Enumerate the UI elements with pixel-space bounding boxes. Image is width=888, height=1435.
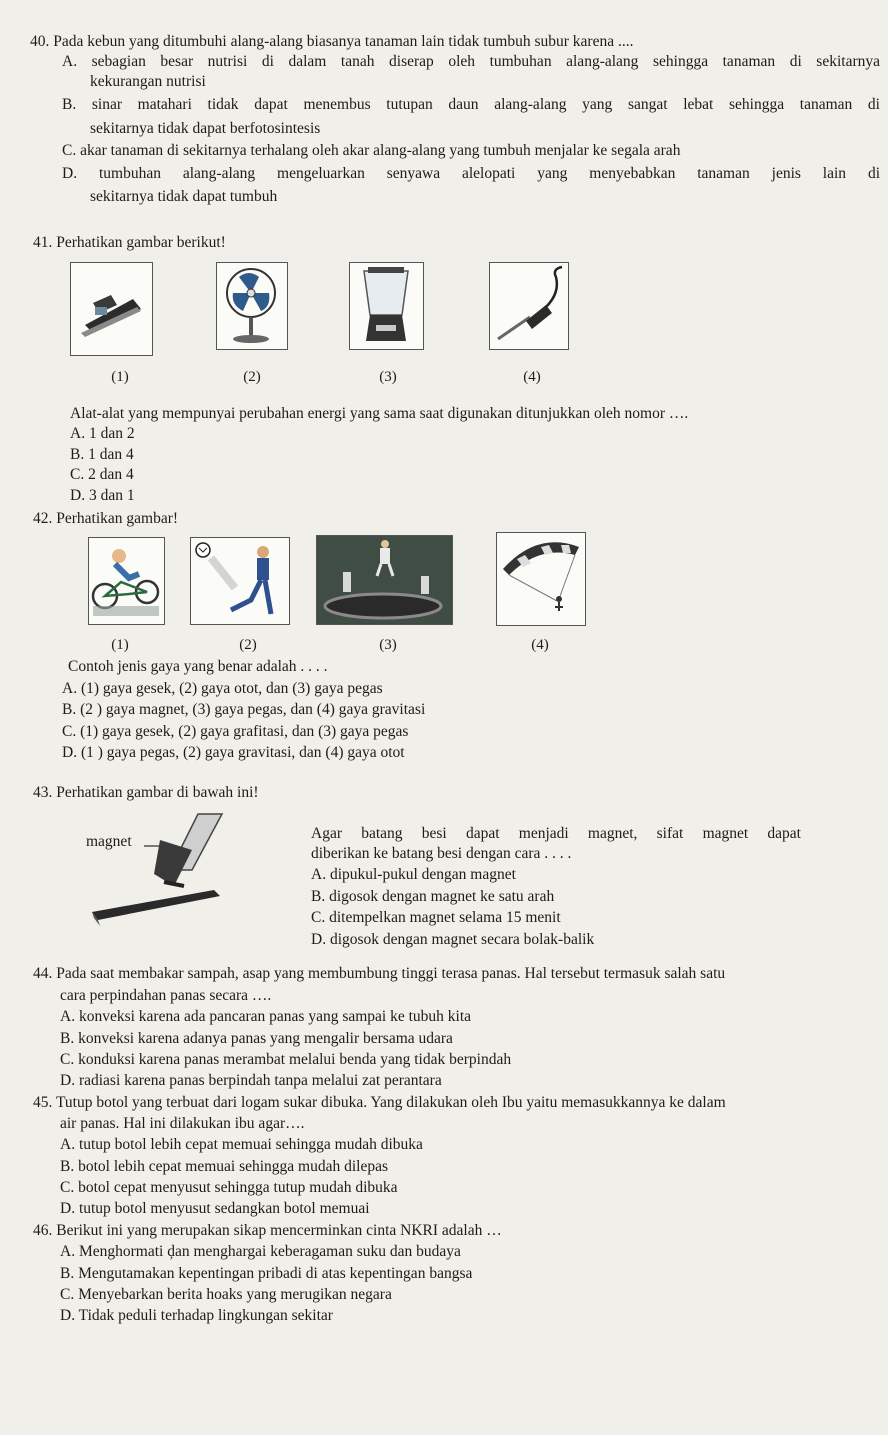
- q42-caption-3: (3): [379, 637, 397, 653]
- q40-option-b: B. sinar matahari tidak dapat menembus tutupan daun alang-alang yang sangat lebat sehingga tanaman di: [62, 96, 880, 113]
- footballer-image: [190, 537, 290, 625]
- q40-question: 40. Pada kebun yang ditumbuhi alang-alang biasanya tanaman lain tidak tumbuh subur karena ....: [30, 33, 634, 50]
- fan-image: [216, 262, 288, 350]
- q41-option-c: C. 2 dan 4: [70, 466, 134, 483]
- q46-option-a: A. Menghormati ḑan menghargai keberagaman suku dan budaya: [60, 1243, 461, 1260]
- q46-question: 46. Berikut ini yang merupakan sikap mencerminkan cinta NKRI adalah …: [33, 1222, 502, 1239]
- q44-option-d: D. radiasi karena panas berpindah tanpa melalui zat perantara: [60, 1072, 442, 1089]
- q41-question: 41. Perhatikan gambar berikut!: [33, 234, 226, 251]
- q43-prompt-2: diberikan ke batang besi dengan cara . . . .: [311, 845, 572, 862]
- q41-caption-1: (1): [111, 369, 129, 385]
- q41-caption-2: (2): [243, 369, 261, 385]
- q40-option-c: C. akar tanaman di sekitarnya terhalang oleh akar alang-alang yang tumbuh menjalar ke segala arah: [62, 142, 681, 159]
- q41-caption-3: (3): [379, 369, 397, 385]
- blender-image: [349, 262, 424, 350]
- q41-caption-4: (4): [523, 369, 541, 385]
- q40-option-b-cont: sekitarnya tidak dapat berfotosintesis: [90, 120, 321, 137]
- q40-option-a: A. sebagian besar nutrisi di dalam tanah diserap oleh tumbuhan alang-alang sehingga tanaman di sekitarnya: [62, 53, 880, 70]
- q42-caption-4: (4): [531, 637, 549, 653]
- q44-option-b: B. konveksi karena adanya panas yang mengalir bersama udara: [60, 1030, 453, 1047]
- parachute-image: [496, 532, 586, 626]
- q46-option-d: D. Tidak peduli terhadap lingkungan sekitar: [60, 1307, 333, 1324]
- q42-option-b: B. (2 ) gaya magnet, (3) gaya pegas, dan (4) gaya gravitasi: [62, 701, 426, 718]
- q43-question: 43. Perhatikan gambar di bawah ini!: [33, 784, 259, 801]
- q43-option-a: A. dipukul-pukul dengan magnet: [311, 866, 516, 883]
- q41-prompt: Alat-alat yang mempunyai perubahan energi yang sama saat digunakan ditunjukkan oleh nomor ….: [70, 405, 689, 422]
- q41-option-d: D. 3 dan 1: [70, 487, 135, 504]
- q41-option-b: B. 1 dan 4: [70, 446, 134, 463]
- iron-image: [70, 262, 153, 356]
- q44-option-a: A. konveksi karena ada pancaran panas yang sampai ke tubuh kita: [60, 1008, 472, 1025]
- magnet-rubbing-illustration: [88, 810, 258, 930]
- q42-option-d: D. (1 ) gaya pegas, (2) gaya gravitasi, dan (4) gaya otot: [62, 744, 405, 761]
- q44-question-cont: cara perpindahan panas secara ….: [60, 987, 272, 1004]
- q42-option-c: C. (1) gaya gesek, (2) gaya grafitasi, dan (3) gaya pegas: [62, 723, 409, 740]
- magnet-label: magnet: [86, 833, 132, 850]
- q43-option-d: D. digosok dengan magnet secara bolak-balik: [311, 931, 595, 948]
- q45-option-a: A. tutup botol lebih cepat memuai sehingga mudah dibuka: [60, 1136, 423, 1153]
- q43-option-b: B. digosok dengan magnet ke satu arah: [311, 888, 555, 905]
- soldering-iron-image: [489, 262, 569, 350]
- q46-option-c: C. Menyebarkan berita hoaks yang merugikan negara: [60, 1286, 392, 1303]
- q42-prompt: Contoh jenis gaya yang benar adalah . . . .: [68, 658, 328, 675]
- q44-question: 44. Pada saat membakar sampah, asap yang membumbung tinggi terasa panas. Hal tersebut termasuk salah satu: [33, 965, 726, 982]
- q45-question: 45. Tutup botol yang terbuat dari logam sukar dibuka. Yang dilakukan oleh Ibu yaitu memasukkannya ke dalam: [33, 1094, 726, 1111]
- trampoline-image: [316, 535, 453, 625]
- q45-option-b: B. botol lebih cepat memuai sehingga mudah dilepas: [60, 1158, 389, 1175]
- q40-option-a-cont: kekurangan nutrisi: [90, 73, 206, 90]
- q40-option-d: D. tumbuhan alang-alang mengeluarkan senyawa alelopati yang menyebabkan tanaman jenis lain di: [62, 165, 880, 182]
- q43-prompt-1: Agar batang besi dapat menjadi magnet, sifat magnet dapat: [311, 825, 801, 842]
- q40-option-d-cont: sekitarnya tidak dapat tumbuh: [90, 188, 278, 205]
- q42-option-a: A. (1) gaya gesek, (2) gaya otot, dan (3) gaya pegas: [62, 680, 383, 697]
- q42-caption-2: (2): [239, 637, 257, 653]
- q46-option-b: B. Mengutamakan kepentingan pribadi di atas kepentingan bangsa: [60, 1265, 473, 1282]
- q45-option-d: D. tutup botol menyusut sedangkan botol memuai: [60, 1200, 370, 1217]
- q45-option-c: C. botol cepat menyusut sehingga tutup mudah dibuka: [60, 1179, 398, 1196]
- q45-question-cont: air panas. Hal ini dilakukan ibu agar….: [60, 1115, 305, 1132]
- q44-option-c: C. konduksi karena panas merambat melalui benda yang tidak berpindah: [60, 1051, 512, 1068]
- cyclist-image: [88, 537, 165, 625]
- q42-question: 42. Perhatikan gambar!: [33, 510, 179, 527]
- q41-option-a: A. 1 dan 2: [70, 425, 135, 442]
- q42-caption-1: (1): [111, 637, 129, 653]
- q43-option-c: C. ditempelkan magnet selama 15 menit: [311, 909, 561, 926]
